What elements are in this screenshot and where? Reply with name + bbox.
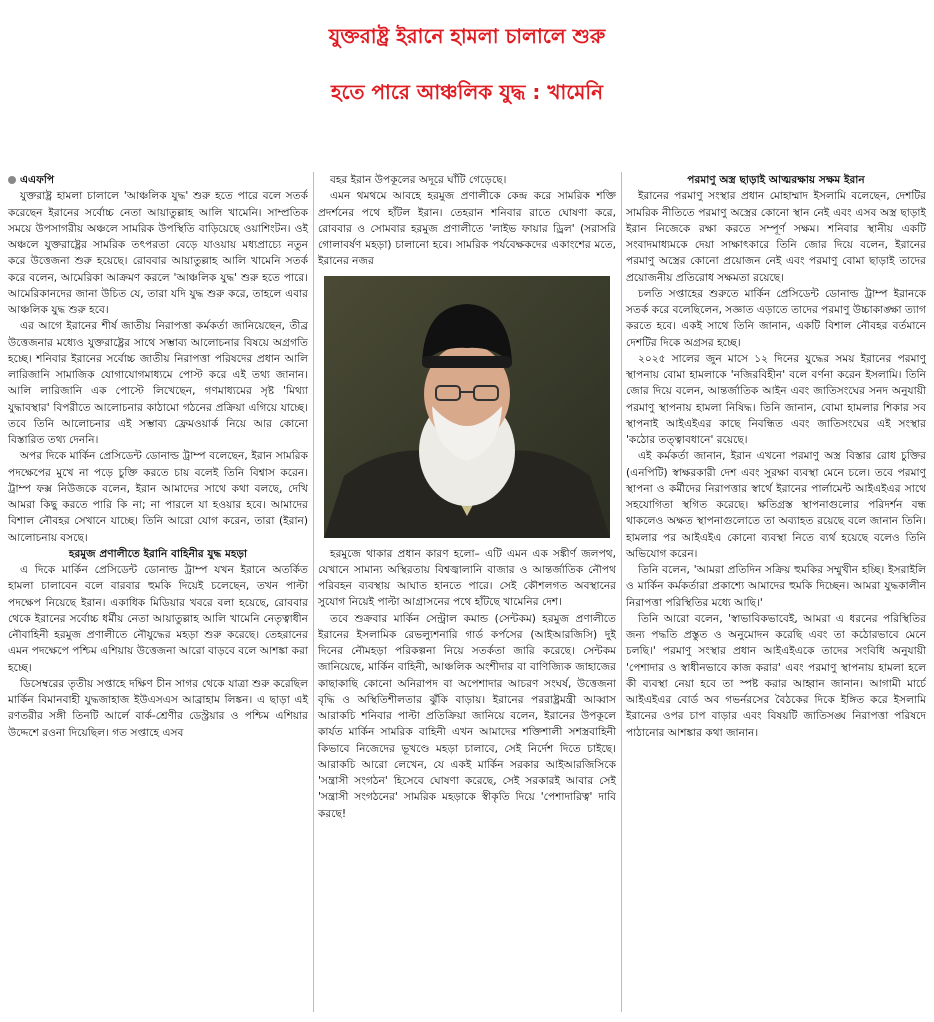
paragraph: তিনি আরো বলেন, 'স্বাভাবিকভাবেই, আমরা এ ধরনের পরিস্থিতির জন্য পদ্ধতি প্রস্তুত ও অনুমোদন করেছি এবং তা কঠোরভাবে মেনে চলছি।' পরমাণু সংস্থার প্রধান আইএইএকে তাদের সংবিধি অনুযায়ী 'পেশাদার ও স্বাধীনভাবে কাজ করার' এবং পরমাণু স্থাপনায় হামলা হলে কী ব্যবস্থা নেয়া হবে তা স্পষ্ট করার আহ্বান জানান। আগামী মার্চে আইএইএর বোর্ড অব গভর্নরসের বৈঠকের দিকে ইঙ্গিত করে ইসলামি ইরানের ওপর চাপ বাড়ার এবং বিষয়টি জাতিসঙ্ঘ নিরাপত্তা পরিষদে পাঠানোর আশঙ্কার কথা জানান।	[626, 612, 926, 739]
paragraph: বহর ইরান উপকূলের অদূরে ঘাঁটি গেড়েছে।	[330, 174, 507, 186]
article-column-2	[318, 172, 616, 822]
paragraph: চলতি সপ্তাহের শুরুতে মার্কিন প্রেসিডেন্ট ডোনাল্ড ট্রাম্প ইরানকে সতর্ক করে বলেছিলেন, সজ্ঞাত এড়াতে তাদের পরমাণু উচ্চাকাঙ্ক্ষা ত্যাগ করতে হবে। একই সাথে তিনি জানান, একটি বিশাল নৌবহর বর্তমানে দেশটির দিকে অগ্রসর হচ্ছে।	[626, 287, 926, 349]
paragraph: হরমুজে থাকার প্রধান কারণ হলো– এটি এমন এক সঙ্কীর্ণ জলপথ, যেখানে সামান্য অস্থিরতায় বিশ্বজ্বালানি বাজার ও আন্তর্জাতিক নৌপথ পরিবহন ব্যবস্থায় আঘাত হানতে পারে। সেই কৌশলগত অবস্থানের সুযোগ নিয়েই পাল্টা আগ্রাসনের পথে হাঁটছে খামেনির দেশ।	[318, 547, 616, 609]
paragraph: এই কর্মকর্তা জানান, ইরান এখনো পরমাণু অস্ত্র বিস্তার রোধ চুক্তির (এনপিটি) স্বাক্ষরকারী দেশ এবং সুরক্ষা ব্যবস্থা মেনে চলে। তবে পরমাণু স্থাপনা ও কর্মীদের নিরাপত্তার স্বার্থে ইরানের পার্লামেন্ট আইএইএর সাথে সহযোগিতা স্থগিত করেছে। ক্ষতিগ্রস্ত স্থাপনাগুলোর পরিদর্শন বন্ধ থাকলেও অক্ষত স্থাপনাগুলোতে তা অব্যাহত রয়েছে বলে জানান তিনি। হামলার পর আইএইএ কোনো ব্যবস্থা নিতে ব্যর্থ হয়েছে বলেও তিনি অভিযোগ করেন।	[626, 450, 926, 560]
subheading: পরমাণু অস্ত্র ছাড়াই আত্মরক্ষায় সক্ষম ইরান	[687, 174, 865, 186]
paragraph: ডিসেম্বরের তৃতীয় সপ্তাহে দক্ষিণ চীন সাগর থেকে যাত্রা শুরু করেছিল মার্কিন বিমানবাহী যুদ্ধজাহাজ ইউএসএস আব্রাহাম লিঙ্কন। এ ছাড়া এই রণতরীর সঙ্গী তিনটি আর্লে বার্ক-শ্রেণীর ডেস্ট্রয়ার ও পশ্চিম এশিয়ার উদ্দেশে রওনা দিয়েছিল। গত সপ্তাহে এসব	[8, 677, 308, 739]
article-column-1	[8, 172, 308, 741]
paragraph: তিনি বলেন, 'আমরা প্রতিদিন সক্রিয় হুমকির সম্মুখীন হচ্ছি। ইসরাইলি ও মার্কিন কর্মকর্তারা প্রকাশ্যে আমাদের হুমকি দিচ্ছেন। আমরা যুদ্ধকালীন নিরাপত্তা পরিস্থিতির মধ্যে আছি।'	[626, 564, 926, 609]
article-column-3	[626, 172, 926, 741]
portrait-photo	[324, 276, 610, 538]
headline-line-1: যুক্তরাষ্ট্র ইরানে হামলা চালালে শুরু	[328, 24, 606, 48]
headline	[0, 8, 934, 120]
paragraph: যুক্তরাষ্ট্র হামলা চালালে 'আঞ্চলিক যুদ্ধ' শুরু হতে পারে বলে সতর্ক করেছেন ইরানের সর্বোচ্চ নেতা আয়াতুল্লাহ আলি খামেনি। সাম্প্রতিক সময়ে উপসাগরীয় অঞ্চলে সামরিক উপস্থিতি বাড়িয়েছে ওয়াশিংটন। ওই অঞ্চলে যুক্তরাষ্ট্রের সামরিক তৎপরতা বেড়ে যাওয়ায় মধ্যপ্রাচ্যে নতুন করে উত্তেজনা শুরু হয়েছে। রোববার আয়াতুল্লাহ আলি খামেনি সতর্ক করে বলেন, আমেরিকা আক্রমণ করলে 'আঞ্চলিক যুদ্ধ' শুরু হতে পারে। আমেরিকানদের জানা উচিত যে, তারা যদি যুদ্ধ শুরু করে, তাহলে এবার আঞ্চলিক যুদ্ধ শুরু হবে।	[8, 190, 308, 316]
paragraph: এ দিকে মার্কিন প্রেসিডেন্ট ডোনাল্ড ট্রাম্প যখন ইরানে অতর্কিত হামলা চালাবেন বলে বারবার হুমকি দিয়েই চলেছেন, তখন পাল্টা পদক্ষেপ নিয়েছে ইরান। একাধিক মিডিয়ার খবরে বলা হয়েছে, রোববার থেকে ইরানের সর্বোচ্চ ধর্মীয় নেতা আয়াতুল্লাহ আলি খামেনি নেতৃত্বাধীন নৌবাহিনী হরমুজ প্রণালীতে নৌযুদ্ধের মহড়া শুরু করেছে। তেহরানের এমন পদক্ষেপে পশ্চিম এশিয়ায় উত্তেজনা আরো বাড়বে বলে আশঙ্কা করা হচ্ছে।	[8, 564, 308, 674]
column-divider-2	[621, 172, 622, 1012]
paragraph: ২০২৫ সালের জুন মাসে ১২ দিনের যুদ্ধের সময় ইরানের পরমাণু স্থাপনায় বোমা হামলাকে 'নজিরবিহীন' বলে বর্ণনা করেন ইসলামি। তিনি জোর দিয়ে বলেন, আন্তর্জাতিক আইন এবং জাতিসংঘের সনদ অনুযায়ী পরমাণু স্থাপনায় হামলা নিষিদ্ধ। তিনি জানান, বোমা হামলার শিকার সব স্থাপনাই আইএইএর কাছে নিবন্ধিত এবং জাতিসংঘের এই সংস্থার 'কঠোর তত্ত্বাবধানে' রয়েছে।	[626, 352, 926, 446]
paragraph: অপর দিকে মার্কিন প্রেসিডেন্ট ডোনাল্ড ট্রাম্প বলেছেন, ইরান সামরিক পদক্ষেপের মুখে না পড়ে চুক্তি করতে চায় বলেই তিনি বিশ্বাস করেন। ট্রাম্প ফক্স নিউজকে বলেন, ইরান আমাদের সাথে কথা বলছে, দেখি আমরা কিছু করতে পারি কি না; না পারলে যা হওয়ার হবে। আমাদের বিশাল নৌবহর সেখানে যাচ্ছে। তিনি আরো যোগ করেন, তারা (ইরান) আলোচনায় বসছে।	[8, 450, 308, 544]
paragraph: এমন থমথমে আবহে হরমুজ প্রণালীকে কেন্দ্র করে সামরিক শক্তি প্রদর্শনের পথে হাঁটল ইরান। তেহরান শনিবার রাতে ঘোষণা করে, রোববার ও সোমবার হরমুজ প্রণালীতে 'লাইভ ফায়ার ড্রিল' (সরাসরি গোলাবর্ষণ মহড়া) চালানো হবে। সামরিক পর্যবেক্ষকদের একাংশের মতে, ইরানের নজর	[318, 190, 616, 268]
portrait-illustration	[324, 276, 610, 538]
paragraph: ইরানের পরমাণু সংস্থার প্রধান মোহাম্মাদ ইসলামি বলেছেন, দেশটির সামরিক নীতিতে পরমাণু অস্ত্রের কোনো স্থান নেই এবং এসব অস্ত্র ছাড়াই ইরান নিজেকে রক্ষা করতে সম্পূর্ণ সক্ষম। শনিবার স্থানীয় একটি সংবাদমাধ্যমকে দেয়া সাক্ষাৎকারে তিনি জোর দিয়ে বলেন, ইরানের পরমাণু অস্ত্রের কোনো প্রয়োজন নেই এবং পরমাণু বোমা ছাড়াই তাদের প্রয়োজনীয় প্রতিরোধ সক্ষমতা রয়েছে।	[626, 190, 926, 284]
byline-text: এএফপি	[20, 174, 55, 186]
paragraph: এর আগে ইরানের শীর্ষ জাতীয় নিরাপত্তা কর্মকর্তা জানিয়েছেন, তীব্র উত্তেজনার মধ্যেও যুক্তরাষ্ট্রের সাথে সম্ভাব্য আলোচনার বিষয়ে অগ্রগতি হচ্ছে। শনিবার ইরানের সর্বোচ্চ জাতীয় নিরাপত্তা পরিষদের প্রধান আলি লারিজানি সামাজিক যোগাযোগমাধ্যমে পোস্ট করে এই তথ্য জানান। আলি লারিজানি এক পোস্টে লিখেছেন, গণমাধ্যমের সৃষ্ট 'মিথ্যা যুদ্ধাবস্থার' বিপরীতে আলোচনার কাঠামো গঠনের প্রক্রিয়া এগিয়ে যাচ্ছে। তবে তিনি আলোচনার এই সম্ভাব্য ফ্রেমওয়ার্ক নিয়ে আর কোনো বিস্তারিত তথ্য দেননি।	[8, 320, 308, 446]
column-divider-1	[313, 172, 314, 1012]
byline	[8, 172, 308, 188]
headline-line-2: হতে পারে আঞ্চলিক যুদ্ধ : খামেনি	[330, 80, 604, 104]
bullet-dot-icon	[8, 176, 16, 184]
subheading: হরমুজ প্রণালীতে ইরানি বাহিনীর যুদ্ধ মহড়া	[68, 547, 248, 560]
paragraph: তবে শুক্রবার মার্কিন সেন্ট্রাল কমান্ড (সেন্টকম) হরমুজ প্রণালীতে ইরানের ইসলামিক রেভল্যুশনারি গার্ড কর্পসের (আইআরজিসি) দুই দিনের নৌমহড়া পরিকল্পনা নিয়ে সতর্কতা জারি করেছে। সেন্টকম জানিয়েছে, মার্কিন বাহিনী, আঞ্চলিক অংশীদার বা বাণিজ্যিক জাহাজের কাছাকাছি কোনো অনিরাপদ বা অপেশাদার আচরণ সংঘর্ষ, উত্তেজনা বৃদ্ধি ও অস্থিতিশীলতার ঝুঁকি বাড়ায়। ইরানের পররাষ্ট্রমন্ত্রী আব্বাস আরাকচি শনিবার পাল্টা প্রতিক্রিয়া জানিয়ে বলেন, ইরানের উপকূলে কার্যত মার্কিন সামরিক বাহিনী এখন আমাদের শক্তিশালী সশস্ত্রবাহিনী কিভাবে নিজেদের ভূখণ্ডে মহড়া চালাবে, সেই নির্দেশ দিতে চাইছে। আরাকচি আরো লেখেন, যে একই মার্কিন সরকার আইআরজিসিকে 'সন্ত্রাসী সংগঠন' হিসেবে ঘোষণা করেছে, সেই সরকারই আবার সেই 'সন্ত্রাসী সংগঠনের' সামরিক মহড়াকে স্বীকৃতি দিয়ে 'পেশাদারিত্ব' দাবি করছে!	[318, 612, 616, 820]
